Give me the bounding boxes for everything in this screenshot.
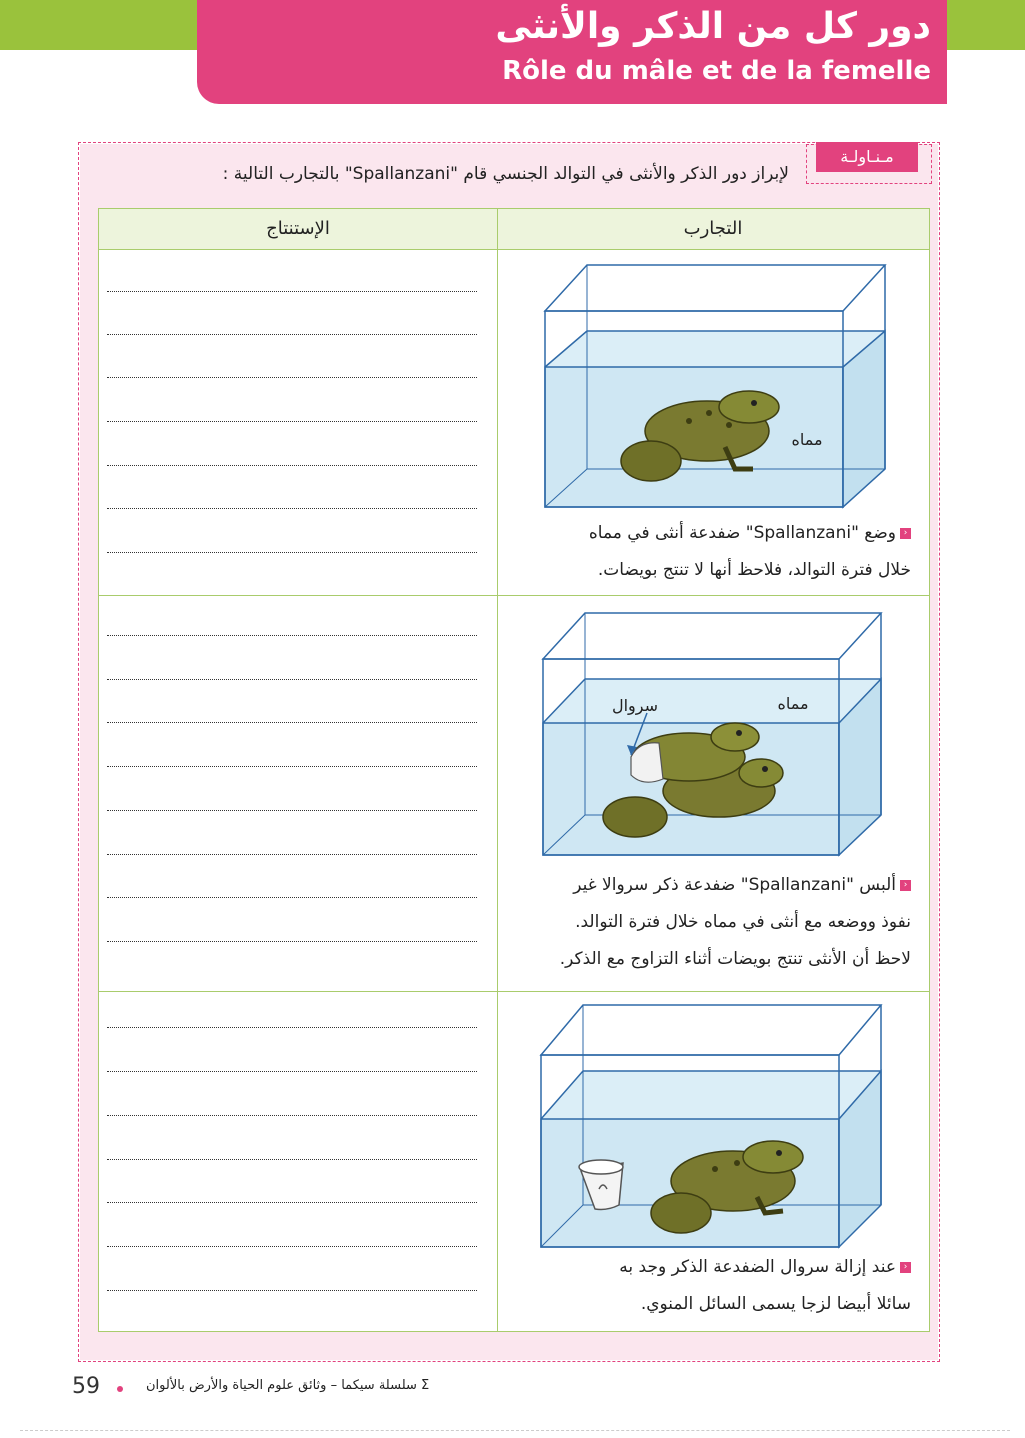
- column-experiments: التجارب: [683, 218, 743, 239]
- experiments-table: [98, 208, 930, 1332]
- activity-badge: مـنـاولـة: [816, 142, 918, 172]
- answer-line[interactable]: [107, 766, 477, 767]
- title-arabic: دور كل من الذكر والأنثى: [495, 6, 931, 47]
- answer-line[interactable]: [107, 334, 477, 335]
- water-label: مماه: [791, 430, 823, 449]
- bullet-icon: ‹: [900, 880, 911, 891]
- answer-line[interactable]: [107, 421, 477, 422]
- bullet-icon: ‹: [900, 1262, 911, 1273]
- page-header: [197, 0, 947, 104]
- answer-line[interactable]: [107, 1115, 477, 1116]
- water-label: مماه: [777, 694, 809, 713]
- pants-label: سروال: [611, 696, 659, 715]
- answer-line[interactable]: [107, 679, 477, 680]
- answer-line[interactable]: [107, 552, 477, 553]
- answer-line[interactable]: [107, 291, 477, 292]
- aquarium-male-pants-removed-figure: [537, 999, 889, 1249]
- experiment-1-text: ‹وضع "Spallanzani" ضفدعة أنثى في مماه خلال فترة التوالد، فلاحظ أنها لا تنتج بويضات.: [588, 523, 911, 580]
- aquarium-male-with-pants-figure: [539, 609, 889, 859]
- answer-line[interactable]: [107, 508, 477, 509]
- experiment-3-text: ‹عند إزالة سروال الضفدعة الذكر وجد به سائلا أبيضا لزجا يسمى السائل المنوي.: [619, 1257, 911, 1314]
- answer-line[interactable]: [107, 854, 477, 855]
- table-header: [99, 209, 929, 250]
- answer-line[interactable]: [107, 897, 477, 898]
- answer-line[interactable]: [107, 1290, 477, 1291]
- answer-line[interactable]: [107, 1159, 477, 1160]
- green-band-right: [945, 0, 1025, 50]
- row-divider: [99, 991, 929, 992]
- green-band-left: [0, 0, 200, 50]
- answer-line[interactable]: [107, 1246, 477, 1247]
- title-french: Rôle du mâle et de la femelle: [502, 56, 931, 86]
- answer-line[interactable]: [107, 1202, 477, 1203]
- row-divider: [99, 595, 929, 596]
- footer-dot: [117, 1386, 123, 1392]
- column-conclusion: الإستنتاج: [266, 218, 330, 239]
- activity-intro: لإبراز دور الذكر والأنثى في التوالد الجنسي قام "Spallanzani" بالتجارب التالية :: [222, 164, 789, 184]
- answer-line[interactable]: [107, 635, 477, 636]
- answer-line[interactable]: [107, 1027, 477, 1028]
- aquarium-female-frog-figure: [539, 263, 889, 513]
- column-divider: [497, 209, 498, 1331]
- answer-line[interactable]: [107, 465, 477, 466]
- bottom-rule: [20, 1430, 1010, 1431]
- page-number: 59: [72, 1374, 100, 1399]
- answer-line[interactable]: [107, 1071, 477, 1072]
- answer-line[interactable]: [107, 810, 477, 811]
- answer-line[interactable]: [107, 941, 477, 942]
- footer-series: Σ سلسلة سيكما – وثائق علوم الحياة والأرض بالألوان: [146, 1378, 430, 1393]
- answer-line[interactable]: [107, 377, 477, 378]
- answer-line[interactable]: [107, 722, 477, 723]
- experiment-2-text: ‹ألبس "Spallanzani" ضفدعة ذكر سروالا غير نفوذ ووضعه مع أنثى في مماه خلال فترة التوالد. لاحظ أن الأنثى تنتج بويضات أثناء التزاوج مع الذكر.: [559, 875, 911, 969]
- bullet-icon: ‹: [900, 528, 911, 539]
